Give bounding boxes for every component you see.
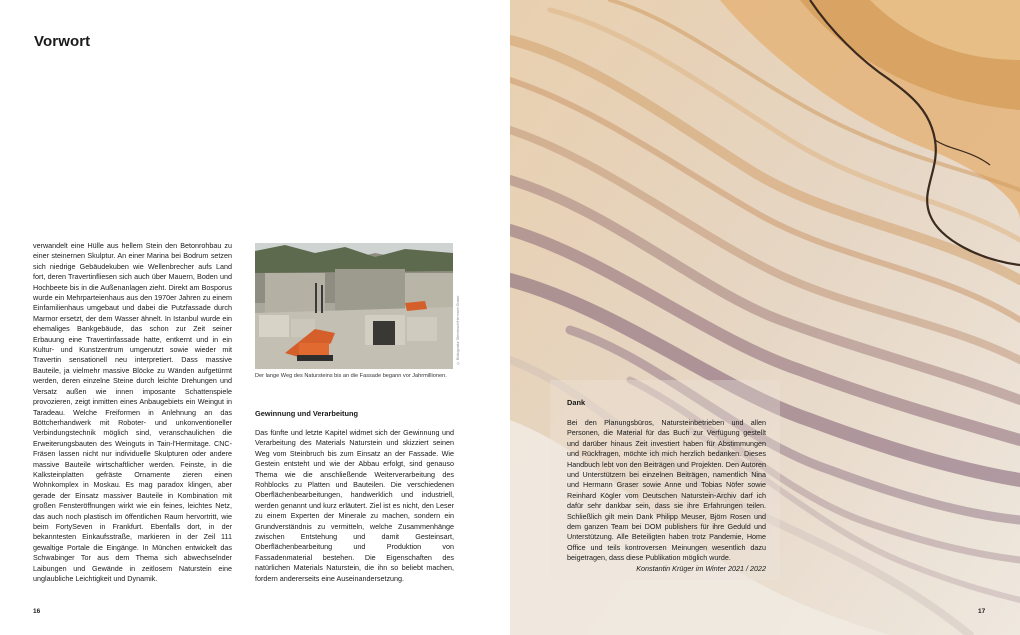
section-heading: Gewinnung und Verarbeitung (255, 409, 359, 418)
text-column-2 (255, 428, 454, 584)
photo-caption: Der lange Weg des Natursteins bis an die Fassade begann vor Jahrmillionen. (255, 373, 447, 379)
photo-credit: © Bildsignatur Steinbruch/Hermann Graser (456, 295, 460, 365)
page-number-right: 17 (978, 608, 986, 615)
right-page (510, 0, 1020, 635)
quarry-photo (255, 243, 453, 369)
page-number-left: 16 (33, 608, 41, 615)
signature: Konstantin Krüger im Winter 2021 / 2022 (636, 564, 766, 573)
dank-heading: Dank (567, 398, 586, 407)
dank-text: Bei den Planungsbüros, Natursteinbetrieben und allen Personen, die Material für das Buch zur Verfügung gestellt und darüber hinaus Zeit investiert haben für Abstimmungen und Rückfragen, möchte ich mich herzlich bedanken. Dieses Handbuch lebt von den Beiträgen und Projekten. Den Autoren und Unterstützern bei einzelnen Beiträgen, namentlich Nina und Hermann Graser sowie Anne und Tobias Nöfer sowie Reinhard Kögler vom Deutschen Naturstein-Archiv darf ich dafür sehr dankbar sein, dass sie ihre Erfahrungen teilen. Schließlich gilt mein Dank Philipp Meuser, Björn Rosen und dem ganzen Team bei DOM publishers für ihre Geduld und Unterstützung. Alle Beteiligten haben trotz Pandemie, Home Office und teils kontroversen Meinungen wesentlich dazu beigetragen, dass diese Publikation möglich wurde. (567, 418, 766, 563)
quarry-photo-image (255, 243, 453, 369)
body-text: Das fünfte und letzte Kapitel widmet sich der Gewinnung und Verarbeitung des Materials Naturstein und skizziert seinen Weg vom Steinbruch bis zum Einsatz an der Fassade. Wie Gestein entsteht und wie der Abbau erfolgt, sind genauso Thema wie die anschließende Weiterverarbeitung des Rohblocks zu Platten und Bauteilen. Die verschiedenen Oberflächenbearbeitungen, handwerklich und industriell, werden genannt und kurz erläutert. Ziel ist es nicht, den Leser zu einem Experten der Minerale zu machen, sondern ein Grundverständnis zu vermitteln, welche Zusammenhänge zwischen Entstehung und damit Gesteinsart, Oberflächenbearbeitung und Produktion von Fassadenmaterial bestehen. Die Eigenschaften des natürlichen Materials Naturstein, die ihn so beliebt machen, fordern andererseits eine Auseinandersetzung. (255, 428, 454, 583)
text-column-1 (33, 241, 232, 584)
body-text: verwandelt eine Hülle aus hellem Stein den Betonrohbau zu einer steinernen Skulptur. An einer Marina bei Bodrum setzen sich niedrige Gebäudekuben wie Wellenbrecher aufs Land fort, deren Travertinfliesen sich auch über Mauern, Boden und Hochbeete bis in die Außenanlagen zieht. Direkt am Bosporus wurde ein Mehrparteienhaus aus den 1970er Jahren zu einem Einfamilienhaus umgebaut und dabei die Putzfassade durch Marmor ersetzt, der dem Wasser ähnelt. In Istanbul wurde ein ehemaliges Bankgebäude, das schon zur Zeit seiner Erbauung eine Travertinfassade hatte, entkernt und in ein Kultur- und Kunstzentrum umgenutzt sowie wieder mit Travertin sensationell neu interpretiert. Dass massive Bauteile, ja vielmehr massive Blöcke zu Wänden aufgetürmt werden, deren einzelne Steine durch leichte Drehungen und Versatz außen wie innen imposante Schattenspiele provozieren, zeigt inmitten eines Anbaugebiets ein Weingut in Taradeau. Welche Freiformen in Anlehnung an das Böttcherhandwerk mit Roboter- und unkonventioneller Verbindungstechnik möglich sind, veranschaulichen die Erweiterungsbauten des Weinguts in Tain-l'Hermitage. CNC-Fräsen lassen nicht nur individuelle Skulpturen oder andere massive Bauteile wirtschaftlicher werden. Feinste, in die Kalksteinplatten gefräste Ornamente zieren einen Wohnkomplex in Moskau. Es mag paradox klingen, aber gerade der Einsatz massiver Bauteile in Kombination mit großen Fensteröffnungen wirkt wie ein feines, leichtes Netz, das auch noch plastisch im öffentlichen Raum hervortritt, wie beim FortySeven in Frankfurt. Ebenfalls dort, in der bekanntesten Einkaufsstraße, markieren in der Zeil 111 gewaltige Portale die Eingänge. In München entwickelt das Schwabinger Tor aus dem Thema sich abwechselnder Laibungen und Gewände in zeitlosem Naturstein eine unglaubliche Leichtigkeit und Dynamik. (33, 241, 232, 583)
page-title: Vorwort (34, 33, 91, 50)
